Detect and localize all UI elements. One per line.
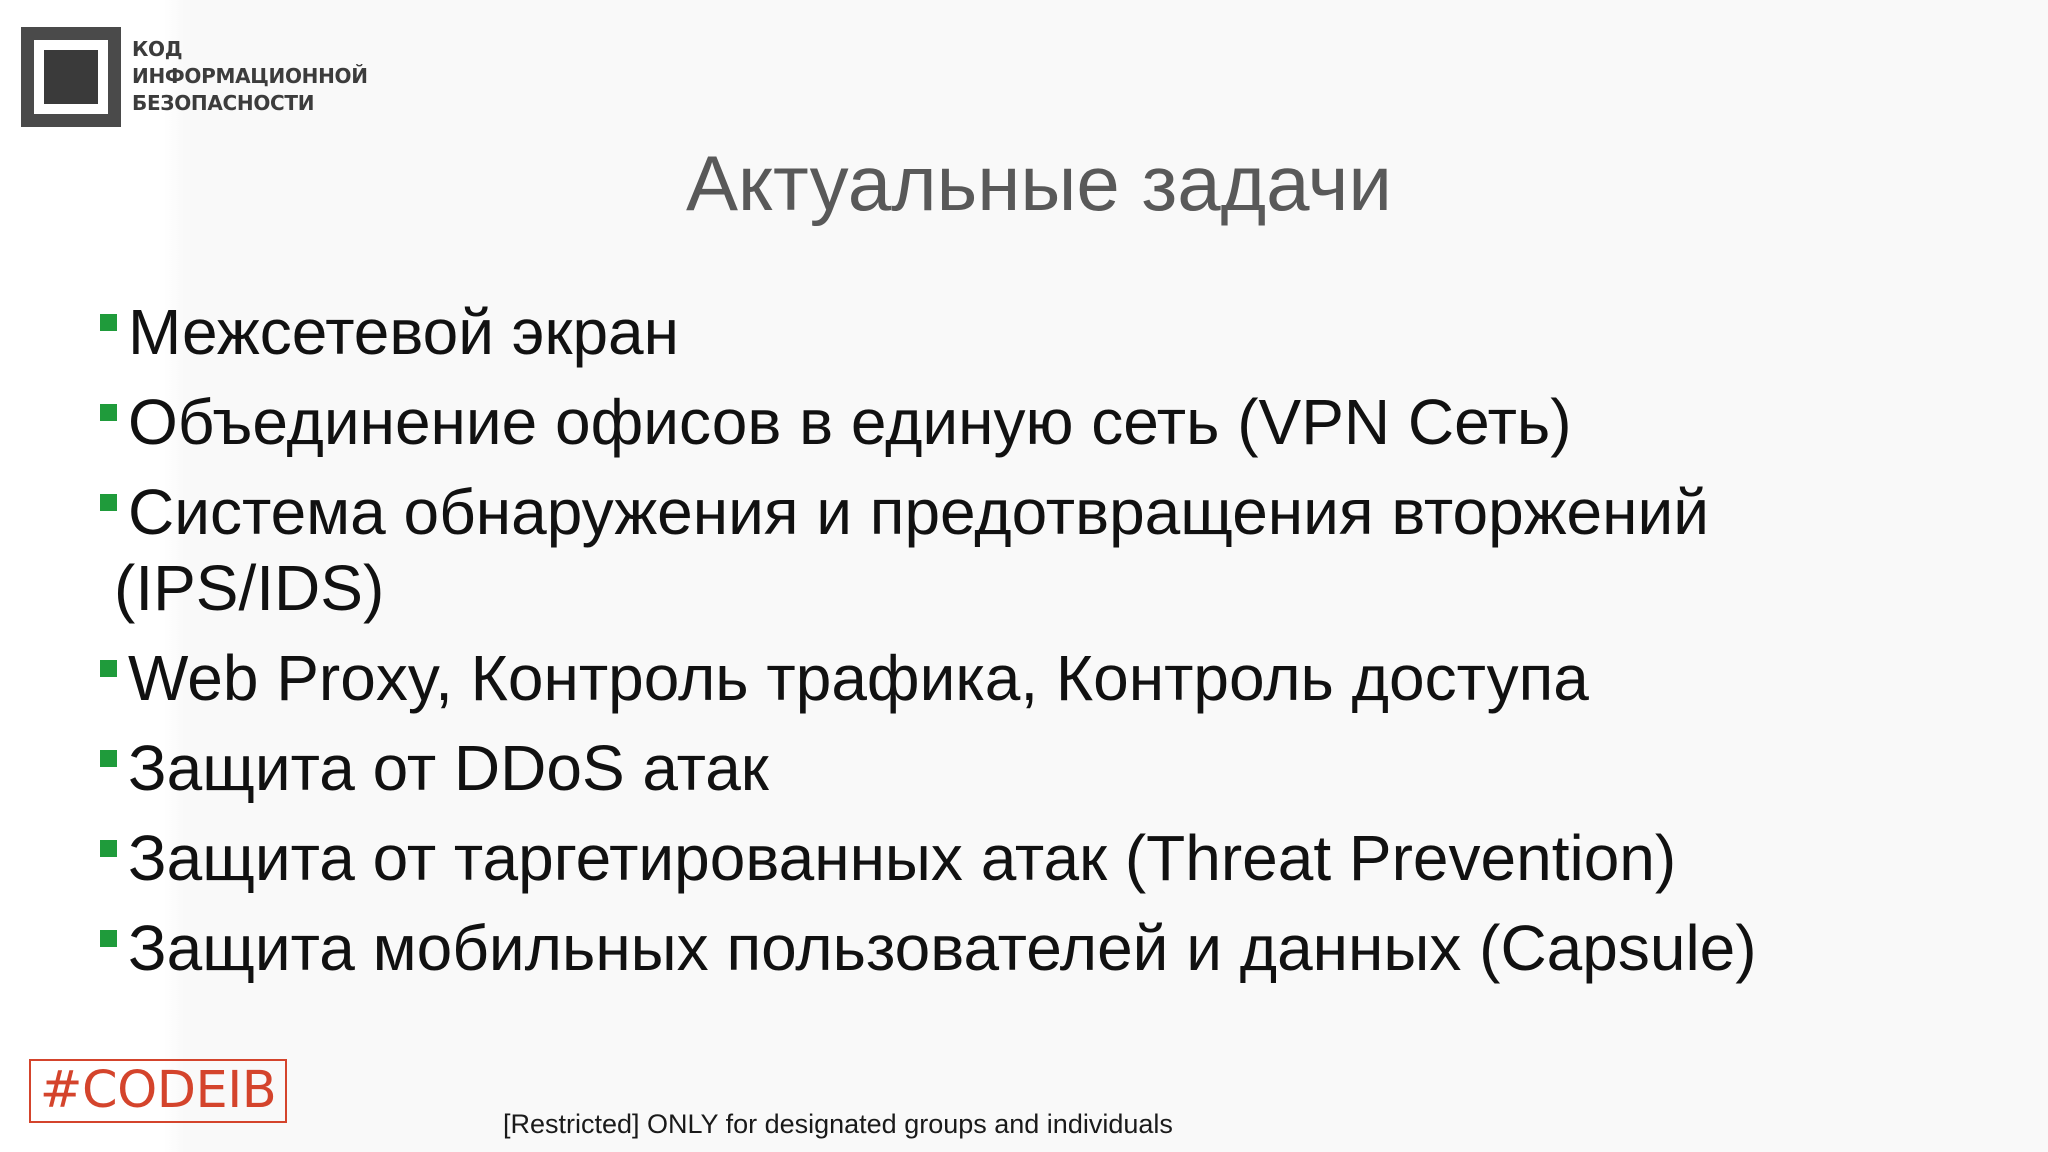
bullet-item — [100, 820, 1950, 896]
logo-line-1: КОД — [132, 37, 183, 61]
bullet-item — [100, 474, 1950, 626]
bullet-square-icon — [100, 314, 117, 331]
bullet-text: Защита от DDoS атак — [128, 732, 769, 804]
logo — [21, 27, 368, 127]
bullet-item — [100, 910, 1950, 986]
slide-title: Актуальные задачи — [686, 139, 1392, 227]
logo-text — [132, 36, 368, 117]
bullet-square-icon — [100, 494, 117, 511]
restricted-notice: [Restricted] ONLY for designated groups and individuals — [503, 1109, 1173, 1139]
bullet-square-icon — [100, 404, 117, 421]
bullet-square-icon — [100, 930, 117, 947]
bullet-list — [100, 294, 1950, 1000]
logo-line-2: ИНФОРМАЦИОННОЙ — [132, 64, 368, 88]
logo-square-icon — [21, 27, 121, 127]
bullet-text: Web Proxy, Контроль трафика, Контроль доступа — [128, 642, 1589, 714]
bullet-square-icon — [100, 660, 117, 677]
logo-line-3: БЕЗОПАСНОСТИ — [132, 91, 315, 115]
bullet-square-icon — [100, 750, 117, 767]
bullet-text: Система обнаружения и предотвращения вторжений — [128, 476, 1709, 548]
bullet-text: Межсетевой экран — [128, 296, 679, 368]
bullet-text: Объединение офисов в единую сеть (VPN Сеть) — [128, 386, 1572, 458]
bullet-item — [100, 294, 1950, 370]
bullet-text: Защита от таргетированных атак (Threat Prevention) — [128, 822, 1677, 894]
hashtag-badge: #CODEIB — [29, 1059, 287, 1123]
bullet-item — [100, 730, 1950, 806]
bullet-text-continuation: (IPS/IDS) — [114, 552, 385, 624]
bullet-square-icon — [100, 840, 117, 857]
bullet-item — [100, 384, 1950, 460]
bullet-item — [100, 640, 1950, 716]
bullet-text: Защита мобильных пользователей и данных (Capsule) — [128, 912, 1757, 984]
